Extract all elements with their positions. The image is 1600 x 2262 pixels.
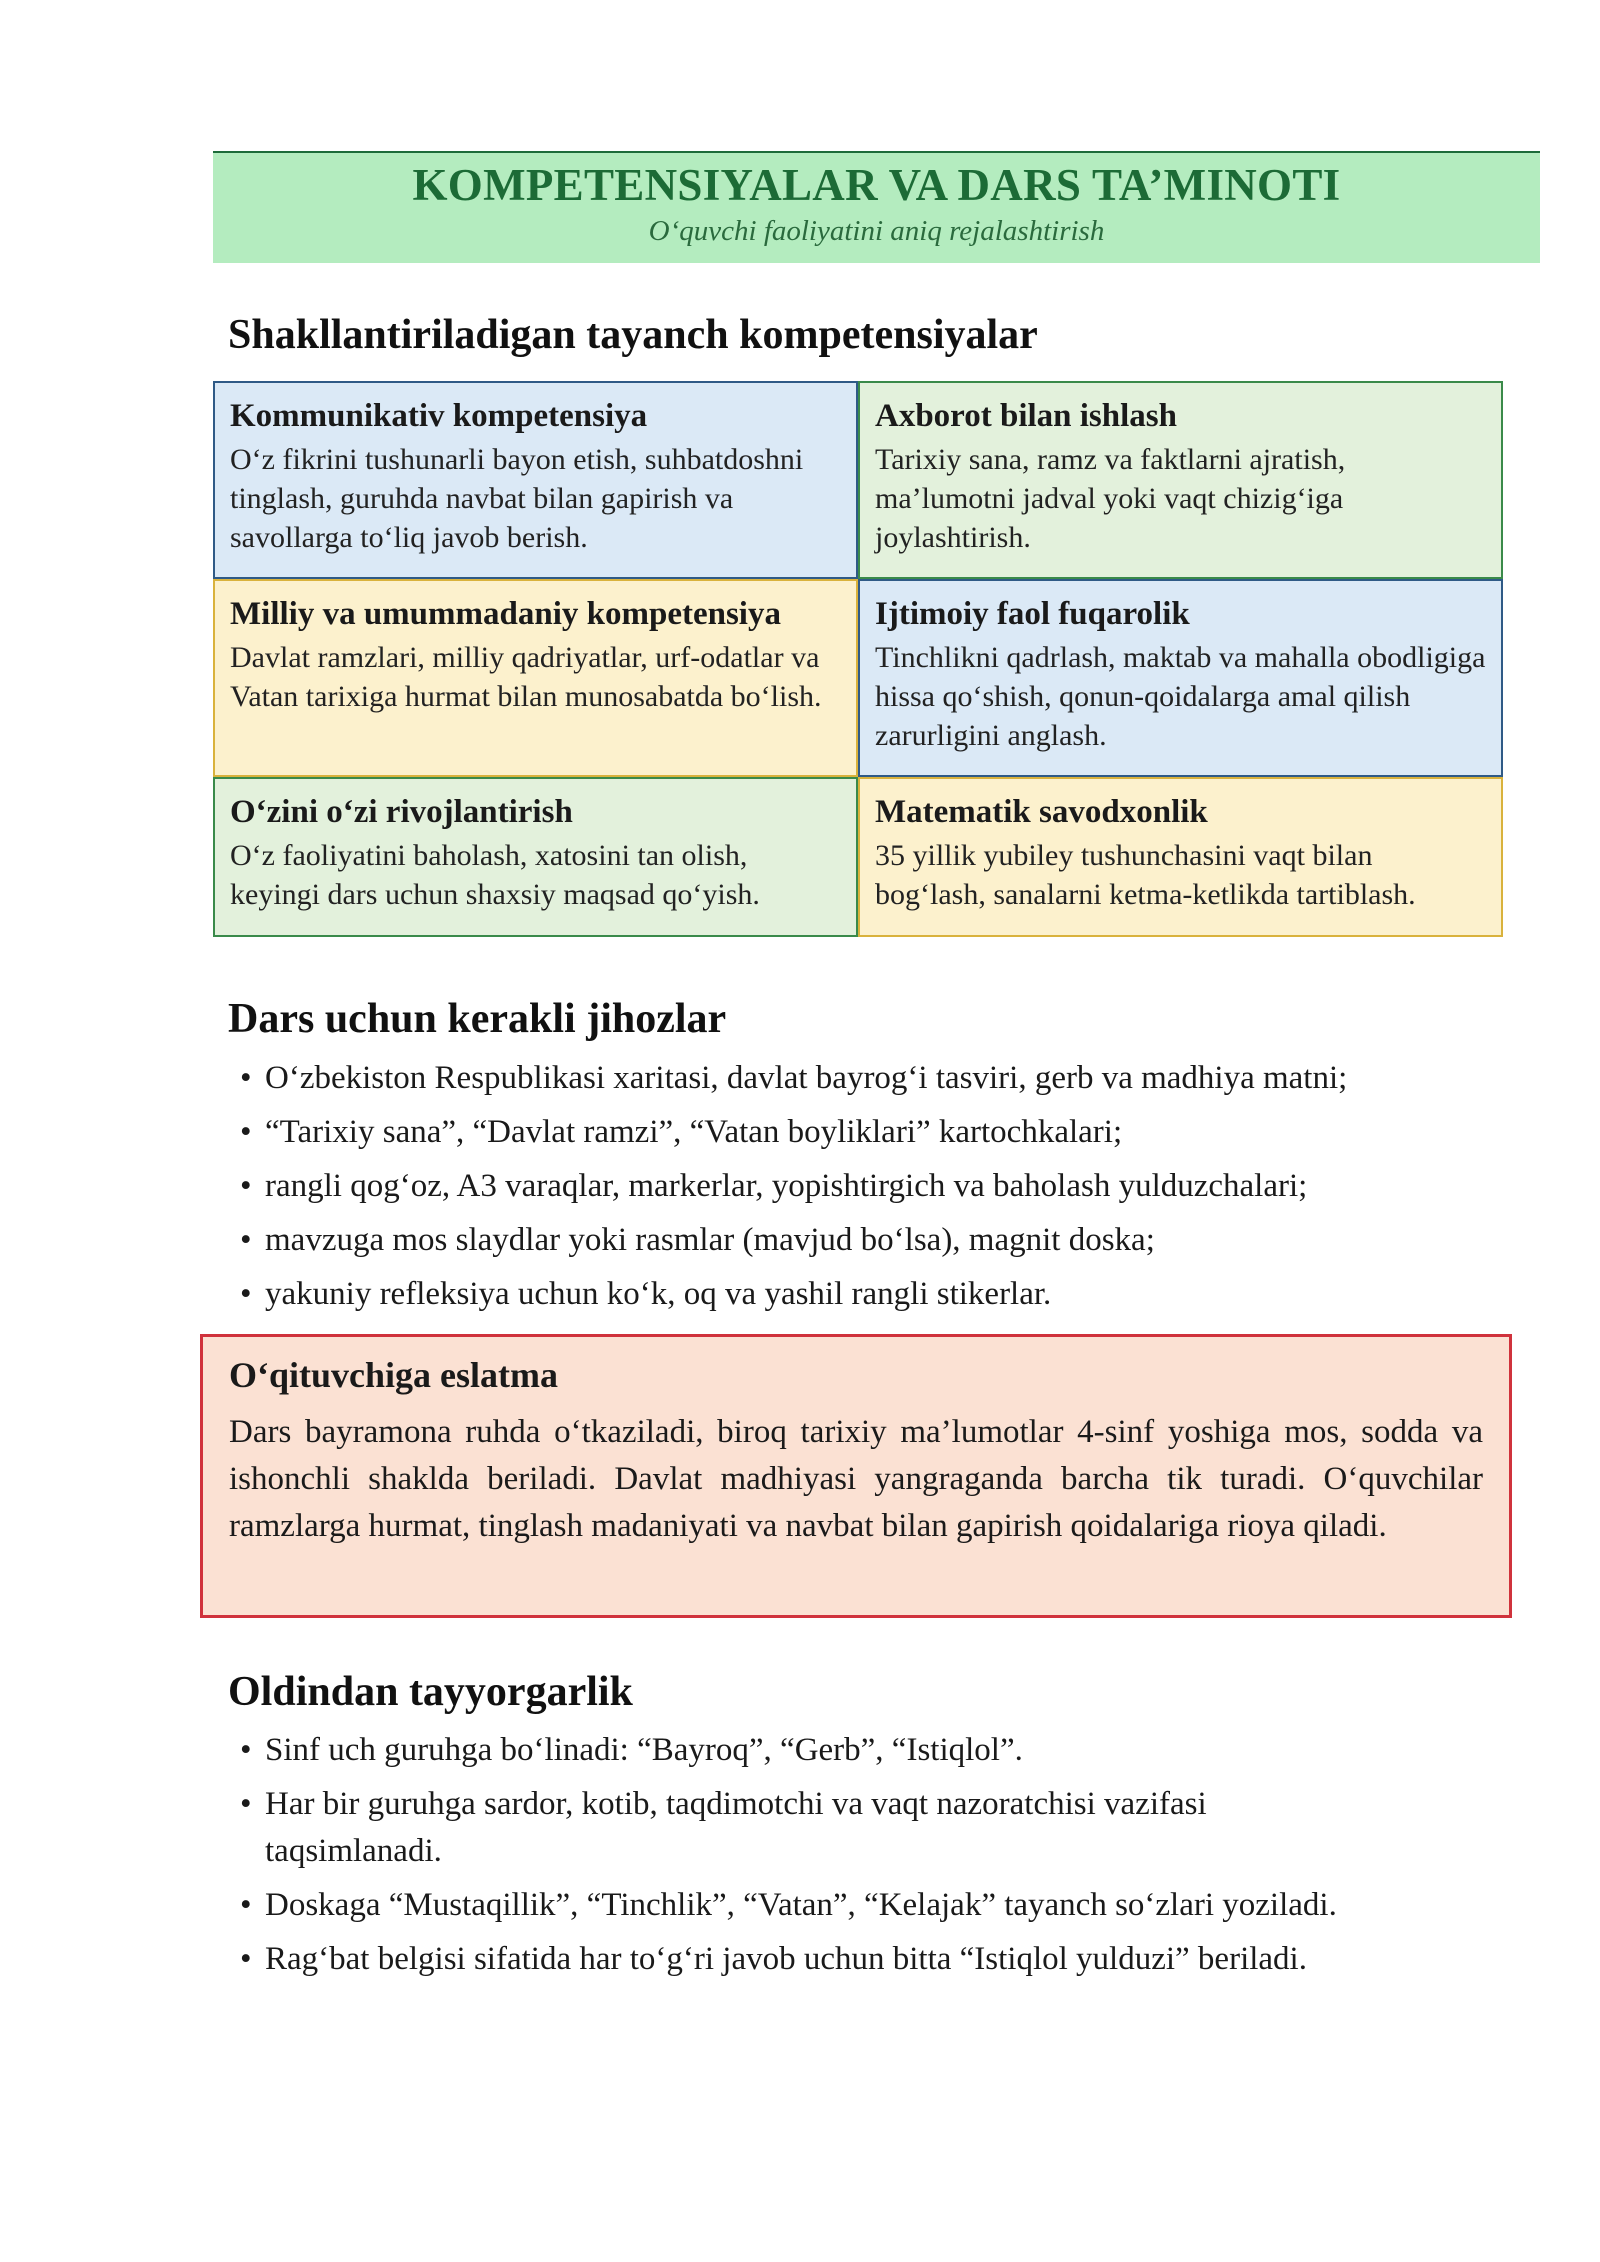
list-item: • Rag‘bat belgisi sifatida har to‘g‘ri javob uchun bitta “Istiqlol yulduzi” beriladi. (240, 1936, 1460, 1983)
competencies-heading: Shakllantiriladigan tayanch kompetensiyalar (228, 312, 1038, 358)
competencies-grid (213, 381, 1503, 937)
competency-text: 35 yillik yubiley tushunchasini vaqt bilan bog‘lash, sanalarni ketma-ketlikda tartiblash. (875, 839, 1416, 911)
header-banner (213, 151, 1540, 263)
list-item: • Doskaga “Mustaqillik”, “Tinchlik”, “Vatan”, “Kelajak” tayanch so‘zlari yoziladi. (240, 1882, 1460, 1929)
competency-title: Kommunikativ kompetensiya (230, 398, 648, 434)
competency-title: Axborot bilan ishlash (875, 398, 1177, 434)
competency-title: Ijtimoiy faol fuqarolik (875, 596, 1190, 632)
list-item: • rangli qog‘oz, A3 varaqlar, markerlar, yopishtirgich va baholash yulduzchalari; (240, 1163, 1500, 1210)
note-title: O‘qituvchiga eslatma (229, 1355, 558, 1395)
competency-card (213, 777, 858, 937)
list-item: • mavzuga mos slaydlar yoki rasmlar (mavjud bo‘lsa), magnit doska; (240, 1217, 1500, 1264)
competency-text: Tarixiy sana, ramz va faktlarni ajratish, ma’lumotni jadval yoki vaqt chizig‘iga joylashtirish. (875, 443, 1346, 554)
competency-title: Matematik savodxonlik (875, 794, 1208, 830)
note-text: Dars bayramona ruhda o‘tkaziladi, biroq tarixiy ma’lumotlar 4-sinf yoshiga mos, sodda va ishonchli shaklda beriladi. Davlat madhiyasi yangraganda barcha tik turadi. O‘quvchilar ramzlarga hurmat, tinglash madaniyati va navbat bilan gapirish qoidalariga rioya qiladi. (229, 1414, 1483, 1544)
preparation-list (240, 1727, 1460, 1990)
list-item: • Sinf uch guruhga bo‘linadi: “Bayroq”, “Gerb”, “Istiqlol”. (240, 1727, 1460, 1774)
competency-card (858, 777, 1503, 937)
competency-title: Milliy va umummadaniy kompetensiya (230, 596, 781, 632)
competency-text: Tinchlikni qadrlash, maktab va mahalla obodligiga hissa qo‘shish, qonun-qoidalarga amal qilish zarurligini anglash. (875, 641, 1486, 752)
page-title: KOMPETENSIYALAR VA DARS TA’MINOTI (412, 160, 1341, 210)
equipment-heading: Dars uchun kerakli jihozlar (228, 996, 727, 1042)
list-item: • O‘zbekiston Respublikasi xaritasi, davlat bayrog‘i tasviri, gerb va madhiya matni; (240, 1055, 1500, 1102)
equipment-list (240, 1055, 1500, 1325)
competency-title: O‘zini o‘zi rivojlantirish (230, 794, 573, 830)
competency-card (858, 381, 1503, 579)
competency-text: Davlat ramzlari, milliy qadriyatlar, urf-odatlar va Vatan tarixiga hurmat bilan munosabatda bo‘lish. (230, 641, 822, 713)
competency-text: O‘z faoliyatini baholash, xatosini tan olish, keyingi dars uchun shaxsiy maqsad qo‘yish. (230, 839, 760, 911)
competency-card (858, 579, 1503, 777)
list-item: • Har bir guruhga sardor, kotib, taqdimotchi va vaqt nazoratchisi vazifasi taqsimlanadi. (240, 1781, 1335, 1875)
competency-card (213, 381, 858, 579)
preparation-heading: Oldindan tayyorgarlik (228, 1669, 633, 1715)
competency-text: O‘z fikrini tushunarli bayon etish, suhbatdoshni tinglash, guruhda navbat bilan gapirish va savollarga to‘liq javob berish. (230, 443, 804, 554)
list-item: • yakuniy refleksiya uchun ko‘k, oq va yashil rangli stikerlar. (240, 1271, 1500, 1318)
teacher-note-box (200, 1334, 1512, 1618)
list-item: • “Tarixiy sana”, “Davlat ramzi”, “Vatan boyliklari” kartochkalari; (240, 1109, 1500, 1156)
page-subtitle: O‘quvchi faoliyatini aniq rejalashtirish (648, 215, 1105, 247)
competency-card (213, 579, 858, 777)
